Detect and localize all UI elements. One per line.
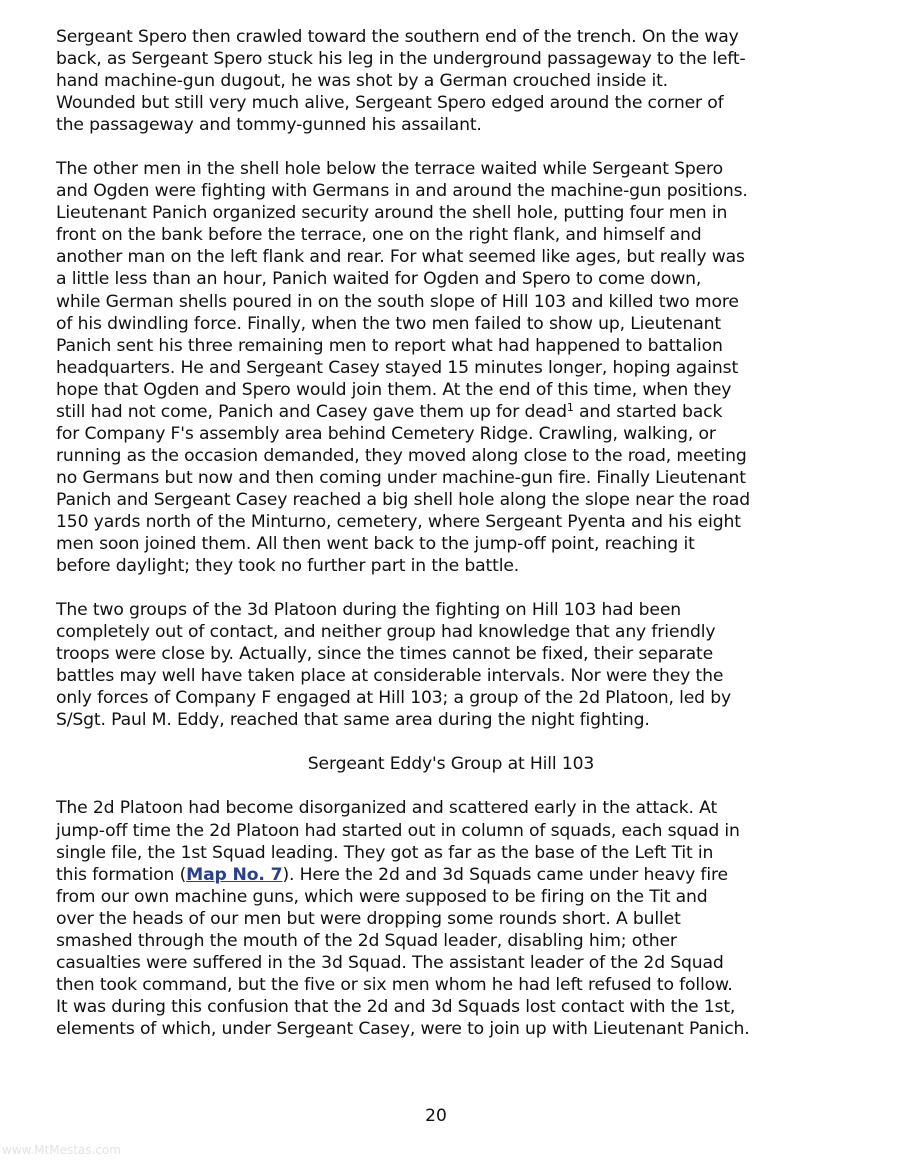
text-line: battles may well have taken place at considerable intervals. Nor were they the: [56, 666, 724, 687]
text-line: of his dwindling force. Finally, when the two men failed to show up, Lieutenant: [56, 313, 721, 334]
text-line: men soon joined them. All then went back to the jump-off point, reaching it: [56, 534, 695, 555]
paragraph-shell-hole: [56, 158, 846, 577]
text-segment: and started back: [573, 401, 723, 422]
text-line: back, as Sergeant Spero stuck his leg in the underground passageway to the left-: [56, 49, 746, 70]
text-line: The two groups of the 3d Platoon during the fighting on Hill 103 had been: [56, 600, 681, 621]
text-line: single file, the 1st Squad leading. They got as far as the base of the Left Tit in: [56, 842, 714, 863]
text-line: and Ogden were fighting with Germans in and around the machine-gun positions.: [56, 181, 748, 202]
text-segment: this formation (: [56, 864, 187, 885]
document-page: [56, 26, 846, 1062]
text-line: jump-off time the 2d Platoon had started out in column of squads, each squad in: [56, 820, 740, 841]
text-line: hope that Ogden and Spero would join them. At the end of this time, when they: [56, 379, 732, 400]
text-line: running as the occasion demanded, they moved along close to the road, meeting: [56, 445, 747, 466]
text-line: Panich sent his three remaining men to report what had happened to battalion: [56, 335, 723, 356]
text-line: 150 yards north of the Minturno, cemetery, where Sergeant Pyenta and his eight: [56, 511, 741, 532]
paragraph-2d-platoon: [56, 797, 846, 1040]
text-line: completely out of contact, and neither group had knowledge that any friendly: [56, 622, 716, 643]
text-line: headquarters. He and Sergeant Casey stayed 15 minutes longer, hoping against: [56, 357, 739, 378]
text-line: Lieutenant Panich organized security around the shell hole, putting four men in: [56, 203, 728, 224]
text-line: Wounded but still very much alive, Sergeant Spero edged around the corner of: [56, 93, 724, 114]
text-segment: . Here the 2d and 3d Squads came under heavy fire: [289, 864, 728, 885]
text-segment: ): [282, 864, 289, 885]
text-line: S/Sgt. Paul M. Eddy, reached that same area during the night fighting.: [56, 710, 650, 731]
text-line: from our own machine guns, which were supposed to be firing on the Tit and: [56, 886, 708, 907]
paragraph-two-groups: [56, 599, 846, 731]
footnote-reference[interactable]: 1: [566, 400, 574, 414]
text-line: for Company F's assembly area behind Cemetery Ridge. Crawling, walking, or: [56, 423, 716, 444]
text-line: over the heads of our men but were dropping some rounds short. A bullet: [56, 908, 681, 929]
text-line: Sergeant Spero then crawled toward the southern end of the trench. On the way: [56, 27, 739, 47]
watermark: www.MtMestas.com: [2, 1143, 121, 1157]
text-line: before daylight; they took no further part in the battle.: [56, 556, 520, 577]
section-heading: Sergeant Eddy's Group at Hill 103: [307, 754, 595, 775]
text-line: It was during this confusion that the 2d and 3d Squads lost contact with the 1st,: [56, 996, 736, 1017]
text-line: only forces of Company F engaged at Hill 103; a group of the 2d Platoon, led by: [56, 688, 732, 709]
text-line-with-link: [56, 864, 846, 886]
text-line: no Germans but now and then coming under machine-gun fire. Finally Lieutenant: [56, 467, 746, 488]
text-line: troops were close by. Actually, since the times cannot be fixed, their separate: [56, 644, 714, 665]
text-line: front on the bank before the terrace, one on the right flank, and himself and: [56, 225, 702, 246]
map-no-7-link[interactable]: Map No. 7: [186, 864, 283, 885]
page-number: 20: [425, 1106, 447, 1126]
text-line: the passageway and tommy-gunned his assailant.: [56, 115, 482, 136]
text-line: The 2d Platoon had become disorganized and scattered early in the attack. At: [56, 798, 718, 819]
text-line: hand machine-gun dugout, he was shot by a German crouched inside it.: [56, 71, 668, 92]
text-line-footnote: [56, 401, 846, 423]
text-line: then took command, but the five or six men whom he had left refused to follow.: [56, 974, 733, 995]
text-line: The other men in the shell hole below the terrace waited while Sergeant Spero: [56, 159, 723, 180]
text-line: elements of which, under Sergeant Casey, were to join up with Lieutenant Panich.: [56, 1018, 750, 1039]
text-line: another man on the left flank and rear. For what seemed like ages, but really was: [56, 247, 745, 268]
text-line: while German shells poured in on the south slope of Hill 103 and killed two more: [56, 291, 739, 312]
paragraph-spero: [56, 26, 846, 136]
text-line: Panich and Sergeant Casey reached a big shell hole along the slope near the road: [56, 489, 751, 510]
text-line: casualties were suffered in the 3d Squad. The assistant leader of the 2d Squad: [56, 952, 724, 973]
text-segment: still had not come, Panich and Casey gave them up for dead: [56, 401, 567, 422]
text-line: a little less than an hour, Panich waited for Ogden and Spero to come down,: [56, 269, 702, 290]
text-line: smashed through the mouth of the 2d Squad leader, disabling him; other: [56, 930, 677, 951]
